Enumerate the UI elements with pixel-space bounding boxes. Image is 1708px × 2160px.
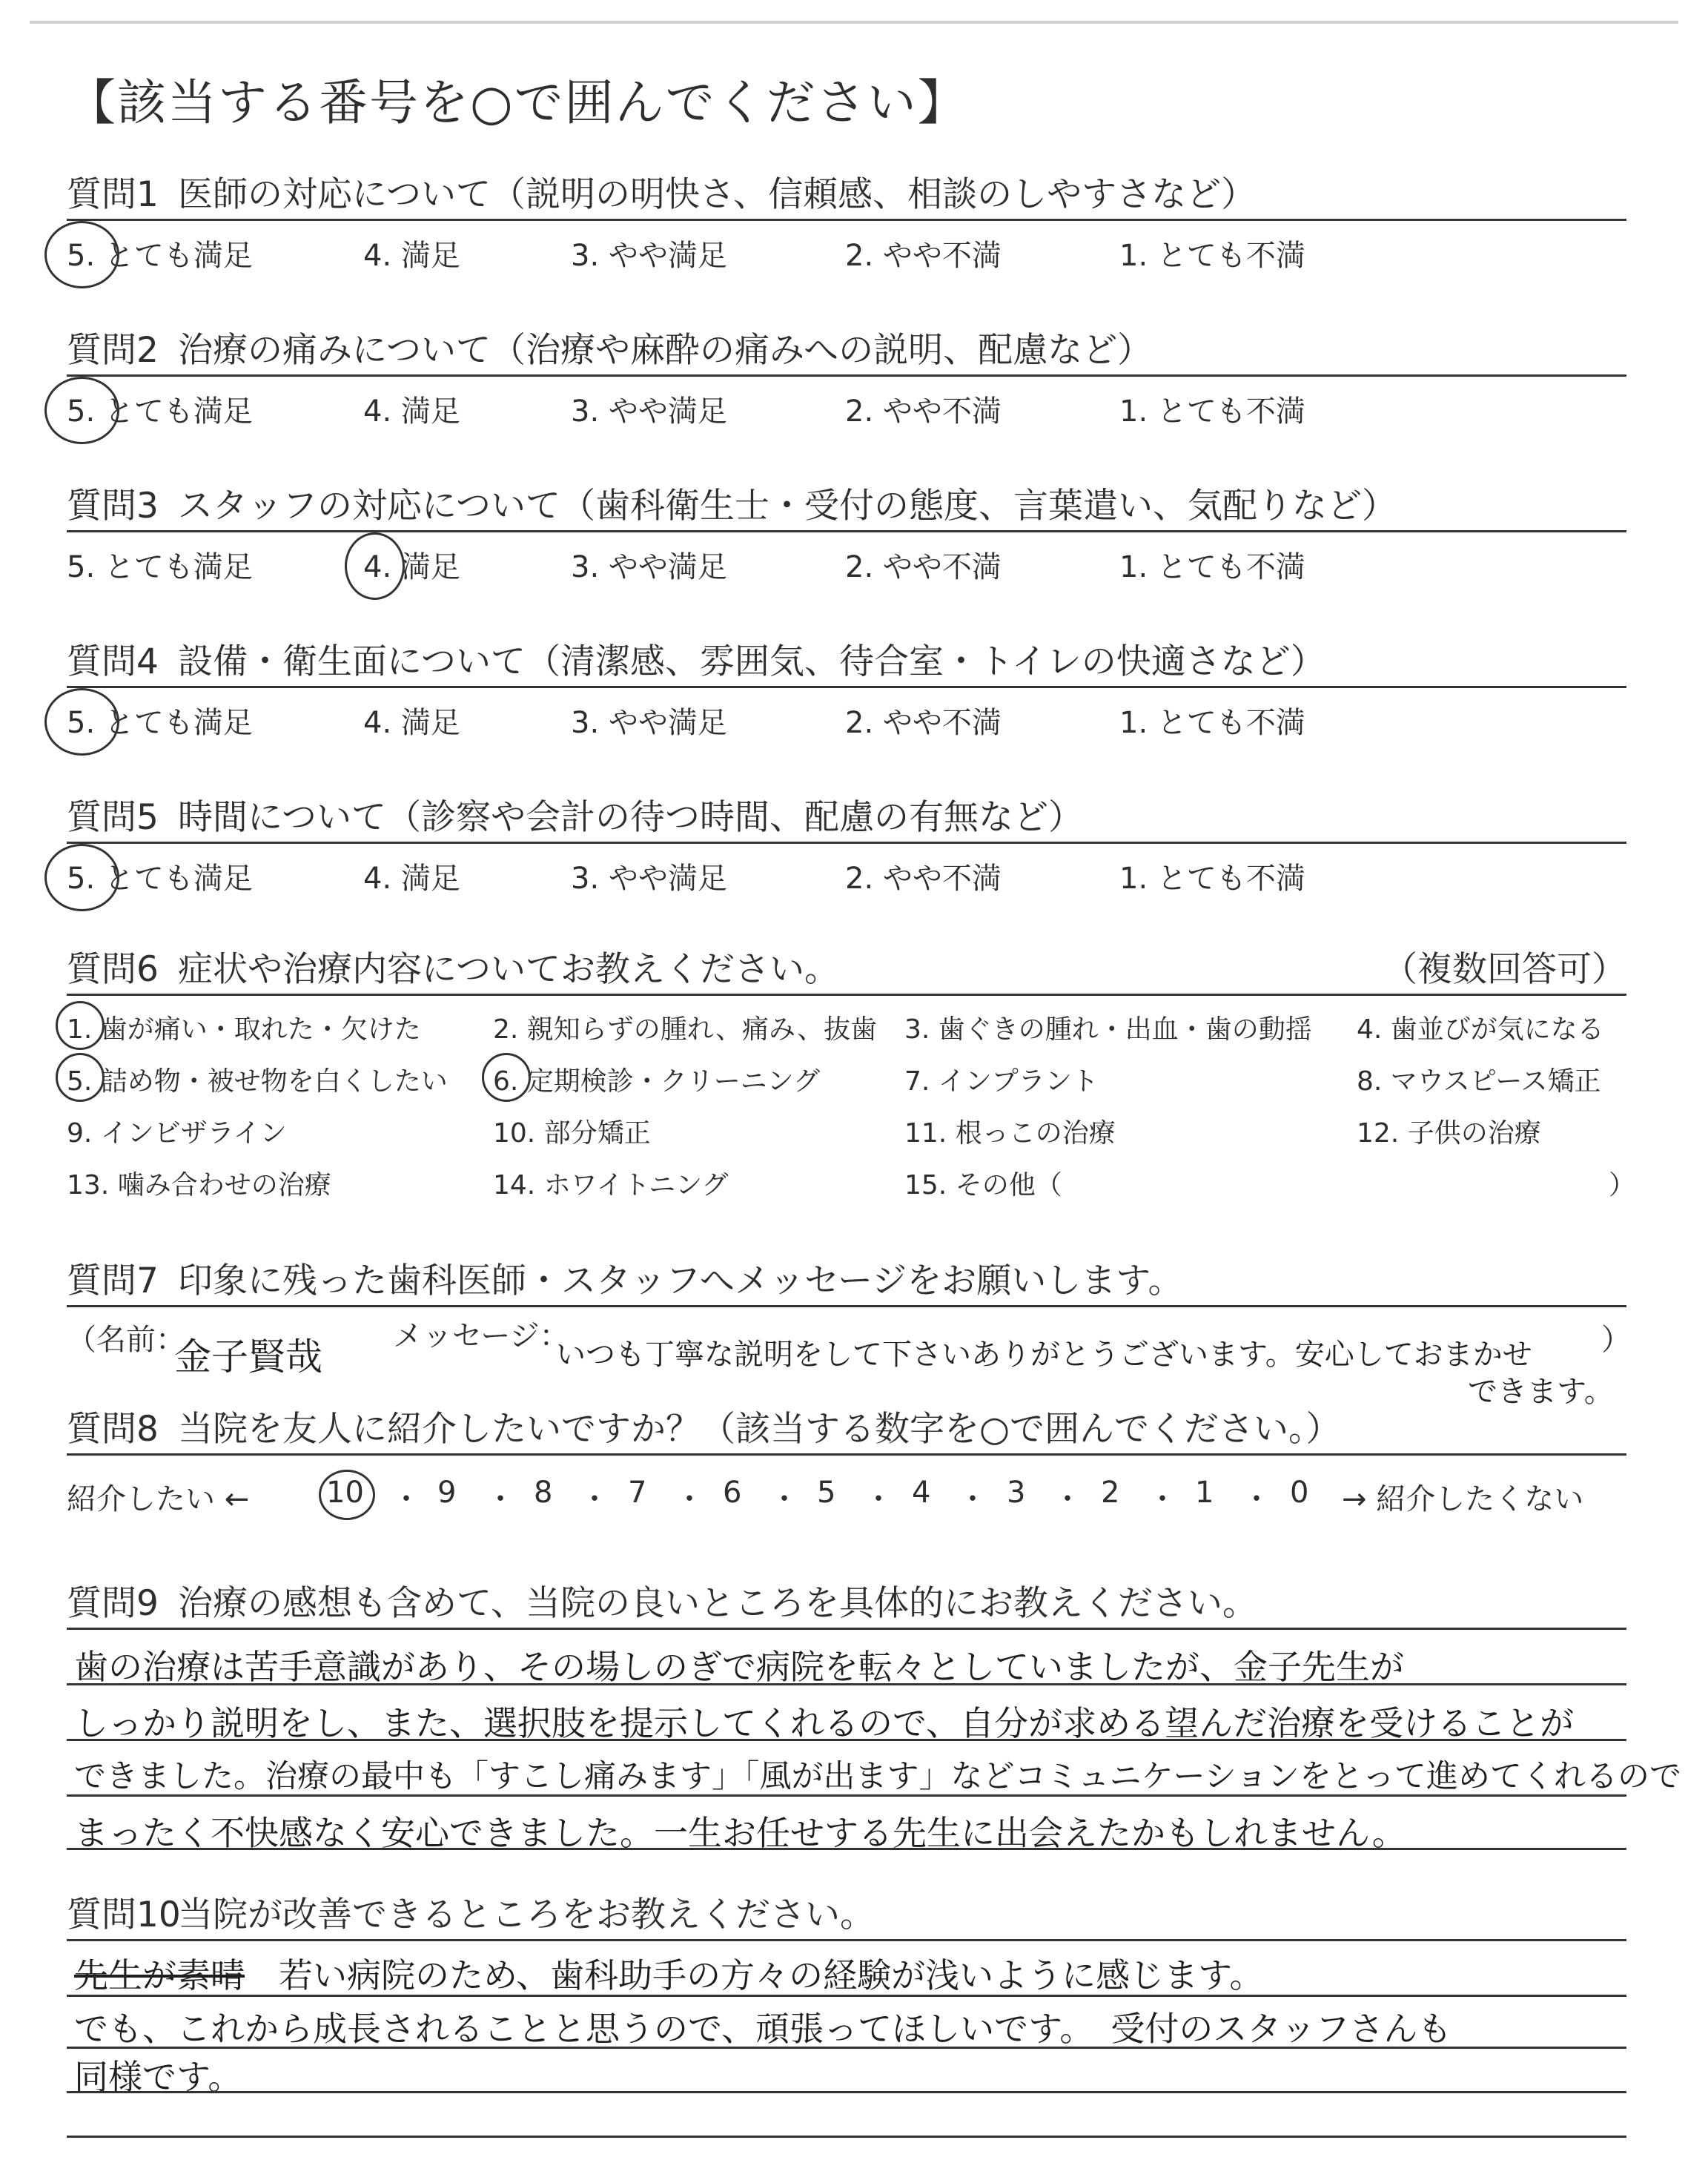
- scale-dot: ・: [958, 1482, 987, 1516]
- option-5[interactable]: 5. とても満足: [67, 550, 253, 584]
- question-rule: [67, 1305, 1626, 1307]
- selection-circle: [56, 1001, 105, 1050]
- option-3[interactable]: 3. やや満足: [571, 394, 727, 429]
- message-line-1[interactable]: いつも丁寧な説明をして下さいありがとうございます。安心しておまかせ: [556, 1338, 1532, 1372]
- top-border: [30, 21, 1678, 24]
- option-3[interactable]: 3. やや満足: [571, 239, 727, 273]
- symptom-option[interactable]: 8. マウスピース矯正: [1357, 1066, 1601, 1097]
- scale-value-5[interactable]: 5: [817, 1476, 836, 1510]
- question-rule: [67, 1453, 1626, 1456]
- question-4: [67, 634, 1626, 740]
- struck-out-text: 先生が素晴: [74, 1955, 245, 1995]
- question-rule: [67, 219, 1626, 221]
- answer-line[interactable]: でも、これから成長されることと思うので、頑張ってほしいです。 受付のスタッフさんも: [74, 2009, 1452, 2049]
- scale-left-label: 紹介したい ←: [67, 1482, 250, 1516]
- scale-value-2[interactable]: 2: [1101, 1476, 1120, 1510]
- symptom-option[interactable]: 5. 詰め物・被せ物を白くしたい: [67, 1066, 448, 1097]
- scale-dot: ・: [675, 1482, 704, 1516]
- question-text: 設備・衛生面について（清潔感、雰囲気、待合室・トイレの快適さなど）: [178, 641, 1325, 682]
- question-rule: [67, 686, 1626, 688]
- question-8: [67, 1401, 1626, 1451]
- question-text: 治療の感想も含めて、当院の良いところを具体的にお教えください。: [178, 1583, 1258, 1624]
- answer-rule: [67, 2047, 1626, 2049]
- selection-circle: [44, 377, 119, 444]
- name-label: （名前：: [67, 1323, 185, 1357]
- answer-rule: [67, 1683, 1626, 1685]
- symptom-option[interactable]: 11. 根っこの治療: [904, 1118, 1116, 1149]
- selection-circle: [44, 221, 119, 288]
- option-4[interactable]: 4. 満足: [363, 706, 460, 740]
- name-value[interactable]: 金子賢哉: [174, 1335, 322, 1378]
- scale-value-7[interactable]: 7: [628, 1476, 647, 1510]
- form-heading: 【該当する番号を○で囲んでください】: [67, 74, 968, 131]
- symptom-option[interactable]: 4. 歯並びが気になる: [1357, 1014, 1604, 1045]
- symptom-option[interactable]: 6. 定期検診・クリーニング: [493, 1066, 821, 1097]
- selection-circle: [482, 1053, 531, 1102]
- answer-line[interactable]: 同様です。: [74, 2057, 242, 2097]
- option-2[interactable]: 2. やや不満: [845, 239, 1002, 273]
- option-4[interactable]: 4. 満足: [363, 239, 460, 273]
- option-5[interactable]: 5. とても満足: [67, 706, 253, 740]
- question-number: 質問7: [67, 1261, 159, 1301]
- option-1[interactable]: 1. とても不満: [1119, 706, 1305, 740]
- question-text: 印象に残った歯科医師・スタッフへメッセージをお願いします。: [178, 1261, 1183, 1301]
- symptom-option[interactable]: 13. 噛み合わせの治療: [67, 1170, 331, 1200]
- scale-value-0[interactable]: 0: [1290, 1476, 1309, 1510]
- question-3: [67, 478, 1626, 584]
- option-2[interactable]: 2. やや不満: [845, 862, 1002, 896]
- option-5[interactable]: 5. とても満足: [67, 239, 253, 273]
- scale-dot: ・: [1053, 1482, 1082, 1516]
- question-9: [67, 1576, 1626, 1625]
- question-5: [67, 790, 1626, 896]
- question-number: 質問8: [67, 1409, 159, 1450]
- symptom-option[interactable]: 9. インビザライン: [67, 1118, 287, 1149]
- option-3[interactable]: 3. やや満足: [571, 862, 727, 896]
- answer-line[interactable]: [74, 1949, 1263, 1998]
- question-text: スタッフの対応について（歯科衛生士・受付の態度、言葉遣い、気配りなど）: [178, 486, 1397, 526]
- scale-value-10[interactable]: 10: [326, 1476, 364, 1510]
- question-1: [67, 167, 1626, 273]
- option-3[interactable]: 3. やや満足: [571, 706, 727, 740]
- question-text: 当院が改善できるところをお教えください。: [178, 1895, 875, 1935]
- answer-rule: [67, 1794, 1626, 1797]
- option-5[interactable]: 5. とても満足: [67, 394, 253, 429]
- answer-rule: [67, 2091, 1626, 2093]
- answer-rule: [67, 1939, 1626, 1941]
- symptom-option[interactable]: 7. インプラント: [904, 1066, 1099, 1097]
- scale-value-3[interactable]: 3: [1007, 1476, 1026, 1510]
- question-rule: [67, 530, 1626, 532]
- option-1[interactable]: 1. とても不満: [1119, 239, 1305, 273]
- message-label: メッセージ：: [393, 1319, 569, 1353]
- option-4[interactable]: 4. 満足: [363, 862, 460, 896]
- question-text: 医師の対応について（説明の明快さ、信頼感、相談のしやすさなど）: [178, 174, 1257, 215]
- option-2[interactable]: 2. やや不満: [845, 394, 1002, 429]
- answer-line[interactable]: まったく不快感なく安心できました。一生お任せする先生に出会えたかもしれません。: [74, 1813, 1406, 1853]
- question-text: 治療の痛みについて（治療や麻酔の痛みへの説明、配慮など）: [178, 330, 1153, 371]
- symptom-option[interactable]: 3. 歯ぐきの腫れ・出血・歯の動揺: [904, 1014, 1312, 1045]
- answer-line[interactable]: しっかり説明をし、また、選択肢を提示してくれるので、自分が求める望んだ治療を受けることが: [74, 1703, 1575, 1743]
- scale-value-9[interactable]: 9: [437, 1476, 457, 1510]
- question-number: 質問6: [67, 949, 159, 990]
- question-text: 当院を友人に紹介したいですか？（該当する数字を○で囲んでください。）: [178, 1409, 1341, 1450]
- answer-rule: [67, 2136, 1626, 2138]
- message-line-2[interactable]: できます。: [1468, 1375, 1614, 1409]
- scale-dot: ・: [769, 1482, 799, 1516]
- scale-dot: ・: [580, 1482, 609, 1516]
- message-close-paren: ）: [1601, 1323, 1631, 1357]
- symptom-option-other[interactable]: 15. その他（: [904, 1170, 1062, 1200]
- selection-circle: [56, 1053, 105, 1102]
- option-1[interactable]: 1. とても不満: [1119, 394, 1305, 429]
- option-1[interactable]: 1. とても不満: [1119, 862, 1305, 896]
- answer-text: 若い病院のため、歯科助手の方々の経験が浅いように感じます。: [279, 1955, 1264, 1995]
- question-text: 時間について（診察や会計の待つ時間、配慮の有無など）: [178, 797, 1084, 838]
- symptom-option[interactable]: 1. 歯が痛い・取れた・欠けた: [67, 1014, 421, 1045]
- selection-circle: [44, 844, 119, 911]
- answer-line[interactable]: 歯の治療は苦手意識があり、その場しのぎで病院を転々としていましたが、金子先生が: [74, 1647, 1404, 1687]
- symptom-option[interactable]: 14. ホワイトニング: [493, 1170, 729, 1200]
- scale-dot: ・: [864, 1482, 893, 1516]
- question-number: 質問9: [67, 1583, 159, 1624]
- scale-value-1[interactable]: 1: [1195, 1476, 1214, 1510]
- selection-circle: [44, 688, 119, 756]
- question-number: 質問5: [67, 797, 159, 838]
- option-3[interactable]: 3. やや満足: [571, 550, 727, 584]
- answer-rule: [67, 1739, 1626, 1741]
- answer-rule: [67, 1848, 1626, 1850]
- other-close-paren: ）: [1609, 1170, 1636, 1200]
- symptom-option[interactable]: 2. 親知らずの腫れ、痛み、抜歯: [493, 1014, 878, 1045]
- option-5[interactable]: 5. とても満足: [67, 862, 253, 896]
- scale-value-6[interactable]: 6: [723, 1476, 742, 1510]
- symptom-option[interactable]: 10. 部分矯正: [493, 1118, 651, 1149]
- answer-rule: [67, 1628, 1626, 1630]
- question-number: 質問10: [67, 1895, 181, 1935]
- scale-right-label: → 紹介したくない: [1342, 1482, 1584, 1516]
- question-7: [67, 1253, 1631, 1409]
- question-number: 質問2: [67, 330, 159, 371]
- scale-value-8[interactable]: 8: [534, 1476, 553, 1510]
- option-2[interactable]: 2. やや不満: [845, 706, 1002, 740]
- question-rule: [67, 374, 1626, 377]
- selection-circle: [345, 532, 405, 600]
- question-number: 質問1: [67, 174, 159, 215]
- question-number: 質問3: [67, 486, 159, 526]
- answer-rule: [67, 1995, 1626, 1997]
- option-1[interactable]: 1. とても不満: [1119, 550, 1305, 584]
- selection-circle: [319, 1470, 375, 1520]
- question-number: 質問4: [67, 641, 159, 682]
- option-4[interactable]: 4. 満足: [363, 550, 460, 584]
- option-4[interactable]: 4. 満足: [363, 394, 460, 429]
- question-10: [67, 1887, 1626, 1937]
- symptom-option[interactable]: 12. 子供の治療: [1357, 1118, 1541, 1149]
- question-rule: [67, 994, 1626, 996]
- multiple-answer-note: （複数回答可）: [1383, 949, 1626, 990]
- scale-dot: ・: [391, 1482, 421, 1516]
- question-2: [67, 323, 1626, 429]
- scale-dot: ・: [1242, 1482, 1271, 1516]
- answer-line[interactable]: できました。治療の最中も「すこし痛みます」「風が出ます」などコミュニケーションをとって進めてくれるので: [74, 1758, 1682, 1795]
- question-rule: [67, 842, 1626, 844]
- question-text: 症状や治療内容についてお教えください。: [178, 949, 840, 990]
- scale-value-4[interactable]: 4: [912, 1476, 931, 1510]
- scale-dot: ・: [486, 1482, 515, 1516]
- question-6: [67, 942, 1636, 1200]
- scale-dot: ・: [1148, 1482, 1177, 1516]
- option-2[interactable]: 2. やや不満: [845, 550, 1002, 584]
